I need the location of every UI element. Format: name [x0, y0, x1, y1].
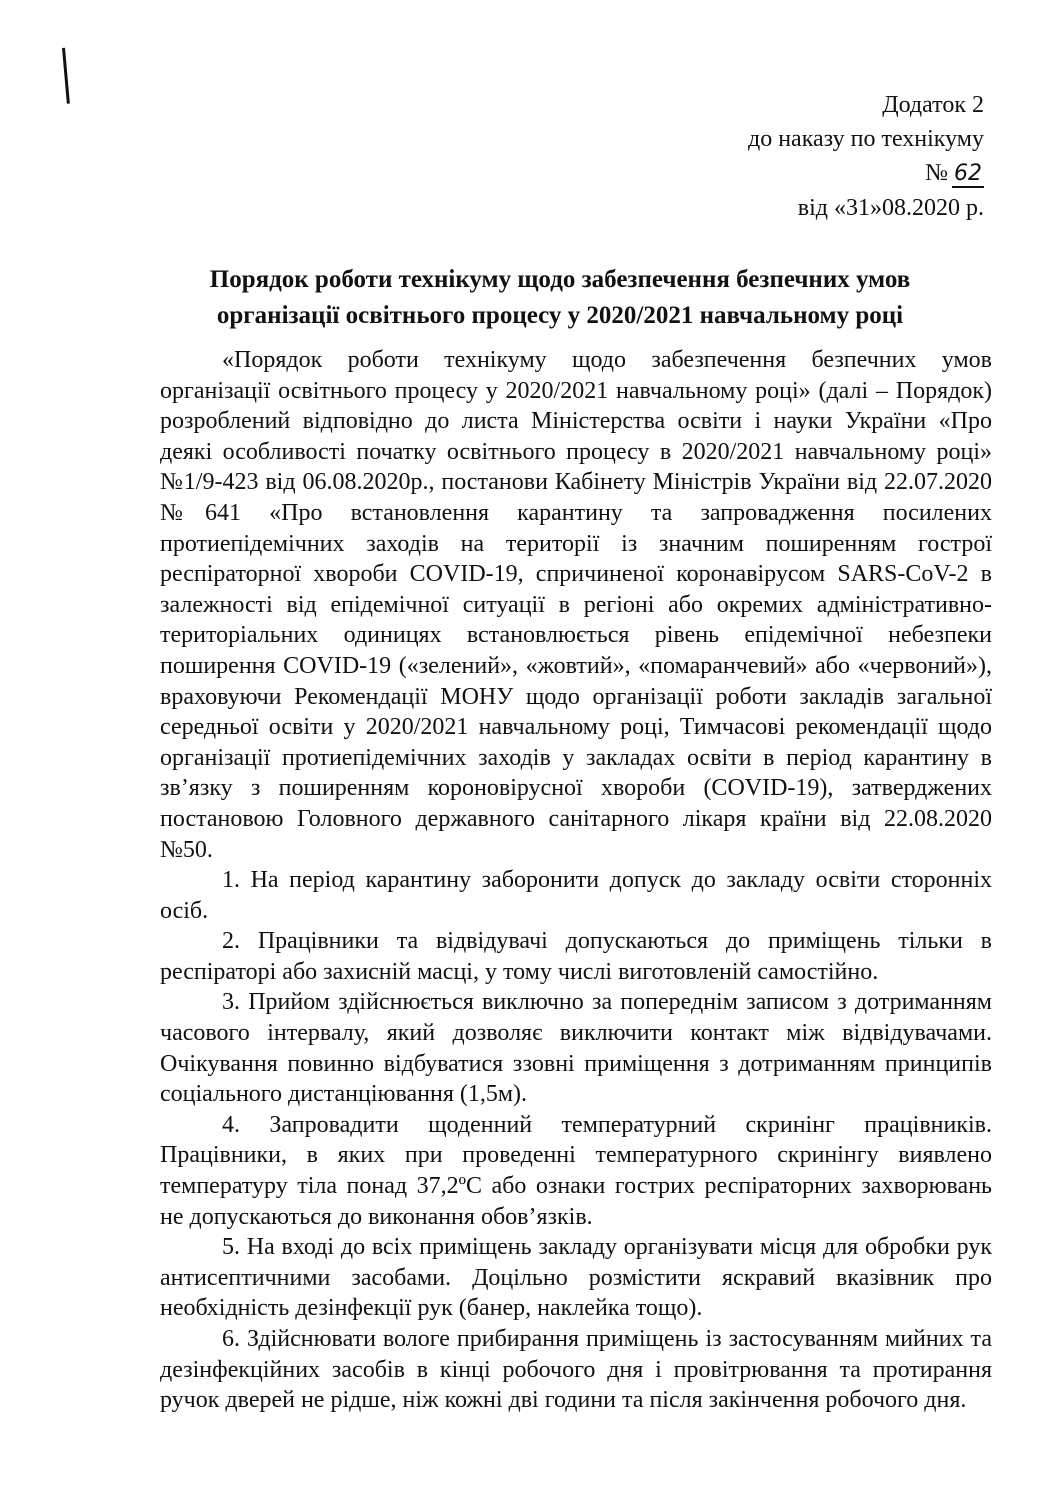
document-body [160, 345, 992, 1416]
margin-pen-mark [62, 48, 70, 104]
appendix-label: Додаток 2 [882, 92, 984, 118]
list-item: 6. Здійснювати вологе прибирання приміщень із застосуванням мийних та дезінфекційних засобів в кінці робочого дня і провітрювання та протирання ручок дверей не рідше, ніж кожні дві години та після закінчення робочого дня. [160, 1326, 992, 1414]
order-number-line [604, 156, 984, 191]
title-line-1: Порядок роботи технікуму щодо забезпечення безпечних умов [209, 266, 911, 293]
order-reference: до наказу по технікуму [747, 126, 984, 152]
list-item: 4. Запровадити щоденний температурний скринінг працівників. Працівники, в яких при проведенні температурного скринінгу виявлено температуру тіла понад 37,2ºC або ознаки гострих респіраторних захворювань не допускаються до виконання обов’язків. [160, 1111, 992, 1230]
list-item: 2. Працівники та відвідувачі допускаються до приміщень тільки в респіраторі або захисній масці, у тому числі виготовленій самостійно. [160, 928, 992, 985]
order-number-handwritten: 62 [954, 161, 982, 186]
document-title [160, 262, 960, 334]
appendix-header [604, 88, 984, 225]
intro-paragraph: «Порядок роботи технікуму щодо забезпечення безпечних умов організації освітнього процесу у 2020/2021 навчальному році» (далі – Порядок) розроблений відповідно до листа Міністерства освіти і науки України «Про деякі особливості початку освітнього процесу в 2020/2021 навчальному році» №1/9-423 від 06.08.2020р., постанови Кабінету Міністрів України від 22.07.2020 №641 «Про встановлення карантину та запровадження посилених протиепідемічних заходів на території із значним поширенням гострої респіраторної хвороби COVID-19, спричиненої коронавірусом SARS-CoV-2 в залежності від епідемічної ситуації в регіоні або окремих адміністративно-територіальних одиницях встановлюється рівень епідемічної небезпеки поширення COVID-19 («зелений», «жовтий», «помаранчевий» або «червоний»), враховуючи Рекомендації МОНУ щодо організації роботи закладів загальної середньої освіти у 2020/2021 навчальному році, Тимчасові рекомендації щодо організації протиепідемічних заходів у закладах освіти в період карантину в зв’язку з поширенням короновірусної хвороби (COVID-19), затверджених постановою Головного державного санітарного лікаря країни від 22.08.2020 №50. [160, 347, 992, 863]
list-item: 5. На вході до всіх приміщень закладу організувати місця для обробки рук антисептичними засобами. Доцільно розмістити яскравий вказівник про необхідність дезінфекції рук (банер, наклейка тощо). [160, 1234, 992, 1322]
list-item: 3. Прийом здійснюється виключно за попереднім записом з дотриманням часового інтервалу, який дозволяє виключити контакт між відвідувачами. Очікування повинно відбуватися ззовні приміщення з дотриманням принципів соціального дистанціювання (1,5м). [160, 989, 992, 1108]
order-number-prefix: № [925, 160, 948, 186]
order-date: від «31»08.2020 р. [797, 195, 984, 221]
title-line-2: організації освітнього процесу у 2020/2021 навчальному році [216, 302, 904, 329]
list-item: 1. На період карантину заборонити допуск до закладу освіти сторонніх осіб. [160, 867, 992, 924]
